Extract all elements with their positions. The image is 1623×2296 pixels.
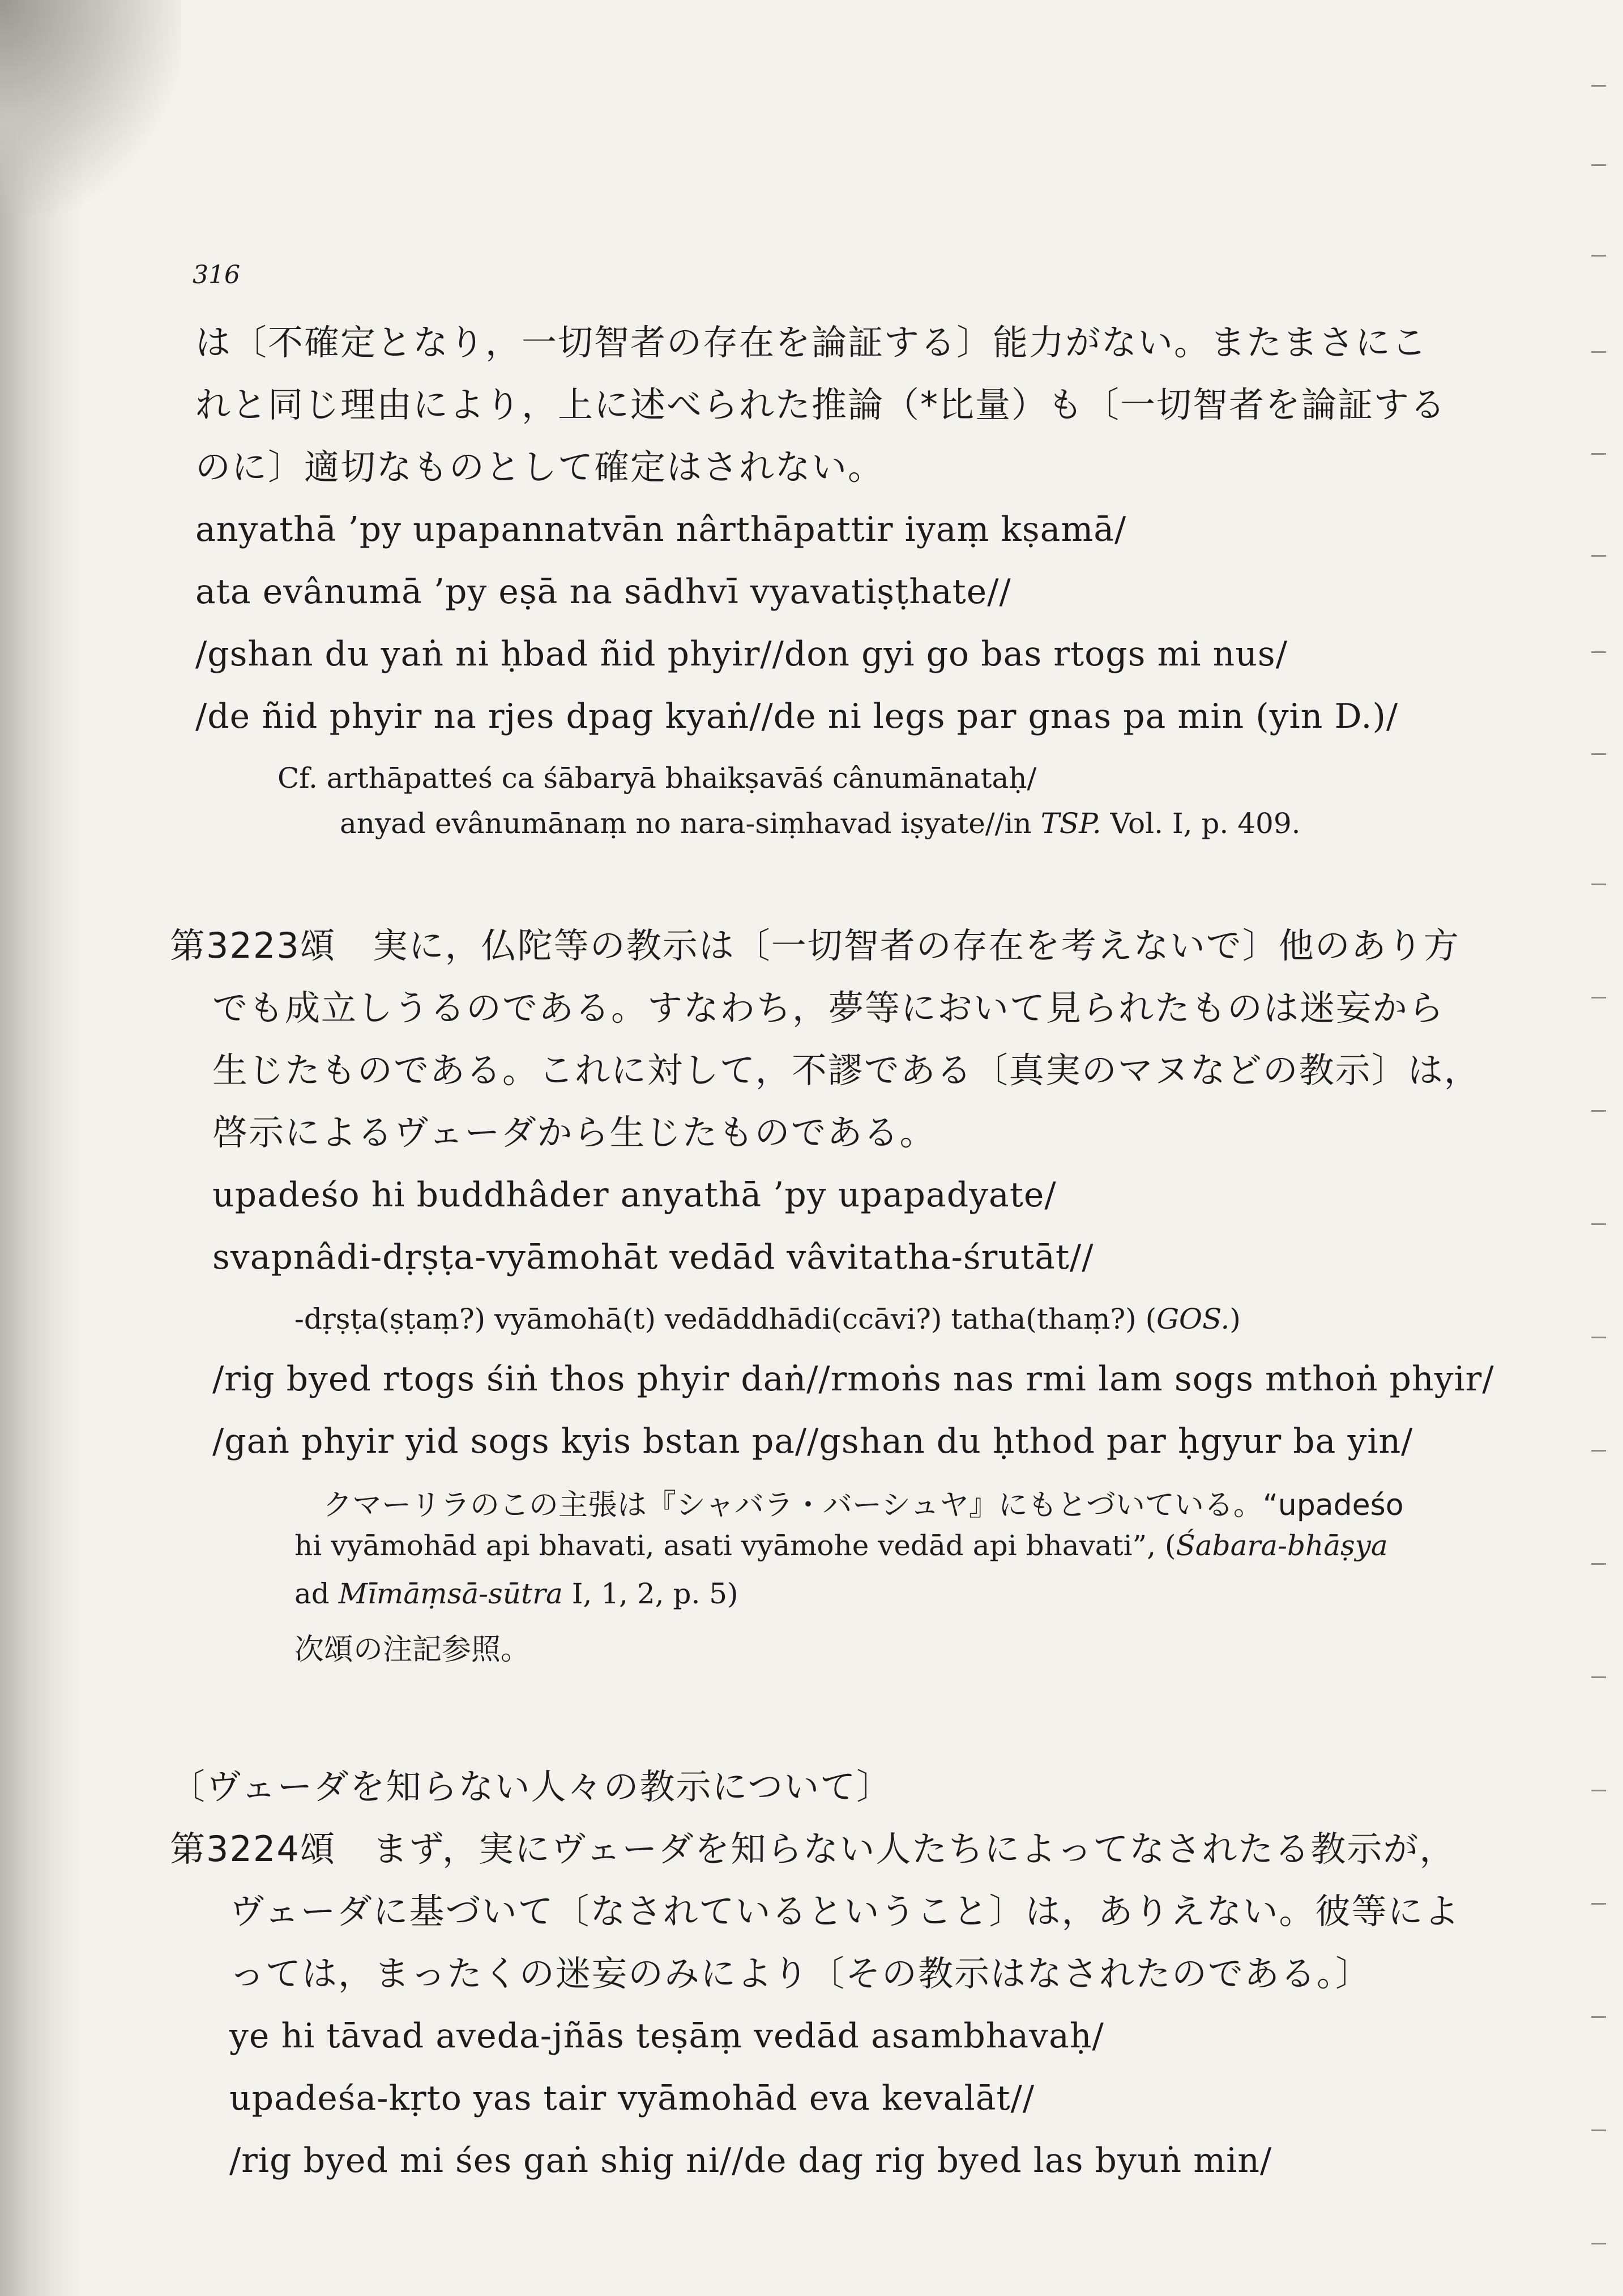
tibetan-line: /gaṅ phyir yid sogs kyis bstan pa//gshan du ḥthod par ḥgyur ba yin/ (212, 1422, 1413, 1461)
tibetan-line: /rig byed mi śes gaṅ shig ni//de dag rig byed las byuṅ min/ (229, 2141, 1272, 2180)
text-line: れと同じ理由により，上に述べられた推論（*比量）も〔一切智者を論証する (195, 384, 1447, 425)
note-line: クマーリラのこの主張は『シャバラ・バーシュヤ』にもとづいている。“upadeśo (323, 1488, 1404, 1522)
tibetan-line: /de ñid phyir na rjes dpag kyaṅ//de ni legs par gnas pa min (yin D.)/ (195, 697, 1399, 736)
tibetan-line: /rig byed rtogs śiṅ thos phyir daṅ//rmoṅs nas rmi lam sogs mthoṅ phyir/ (212, 1359, 1494, 1399)
scan-shadow-corner (0, 0, 181, 215)
sanskrit-line: anyathā ’py upapannatvān nârthāpattir iyaṃ kṣamā/ (195, 510, 1127, 549)
verse-line: ヴェーダに基づいて〔なされているということ〕は，ありえない。彼等によ (229, 1890, 1460, 1932)
note-line: hi vyāmohād api bhavati, asati vyāmohe vedād api bhavati”, (Śabara-bhāṣya (294, 1529, 1388, 1562)
tibetan-line: /gshan du yaṅ ni ḥbad ñid phyir//don gyi go bas rtogs mi nus/ (195, 634, 1288, 674)
sanskrit-line: svapnâdi-dṛṣṭa-vyāmohāt vedād vâvitatha-śrutāt// (212, 1237, 1094, 1277)
variant-note: -dṛṣṭa(ṣṭaṃ?) vyāmohā(t) vedāddhādi(ccāvi?) tatha(thaṃ?) (GOS.) (294, 1303, 1241, 1335)
scan-edge-marks (1583, 0, 1606, 2296)
text-line: は〔不確定となり，一切智者の存在を論証する〕能力がない。またまさにこ (195, 322, 1428, 363)
verse-line: でも成立しうるのである。すなわち，夢等において見られたものは迷妄から (212, 987, 1445, 1028)
page-number: 316 (193, 261, 240, 289)
note-line: anyad evânumānaṃ no nara-siṃhavad iṣyate//in TSP. Vol. I, p. 409. (340, 807, 1301, 840)
text-line: のに〕適切なものとして確定はされない。 (195, 446, 885, 488)
verse-line: 啓示によるヴェーダから生じたものである。 (212, 1112, 936, 1153)
verse-line: 生じたものである。これに対して，不謬である〔真実のマヌなどの教示〕は， (212, 1049, 1480, 1091)
verse-line: 第3224頌 まず，実にヴェーダを知らない人たちによってなされたる教示が， (170, 1828, 1456, 1870)
sanskrit-line: ata evânumā ’py eṣā na sādhvī vyavatiṣṭhate// (195, 572, 1011, 612)
sanskrit-line: upadeśa-kṛto yas tair vyāmohād eva kevalāt// (229, 2079, 1035, 2118)
note-line: 次頌の注記参照。 (294, 1633, 531, 1667)
sanskrit-line: ye hi tāvad aveda-jñās teṣāṃ vedād asambhavaḥ/ (229, 2016, 1104, 2056)
note-line: Cf. arthāpatteś ca śābaryā bhaikṣavāś cânumānataḥ/ (277, 762, 1037, 795)
section-heading: 〔ヴェーダを知らない人々の教示について〕 (170, 1766, 893, 1807)
verse-line: 第3223頌 実に，仏陀等の教示は〔一切智者の存在を考えないで〕他のあり方 (170, 925, 1460, 966)
scan-shadow-left (0, 0, 85, 2296)
sanskrit-line: upadeśo hi buddhâder anyathā ’py upapadyate/ (212, 1175, 1057, 1215)
verse-line: っては，まったくの迷妄のみにより〔その教示はなされたのである。〕 (229, 1953, 1372, 1994)
note-line: ad Mīmāṃsā-sūtra I, 1, 2, p. 5) (294, 1577, 738, 1610)
